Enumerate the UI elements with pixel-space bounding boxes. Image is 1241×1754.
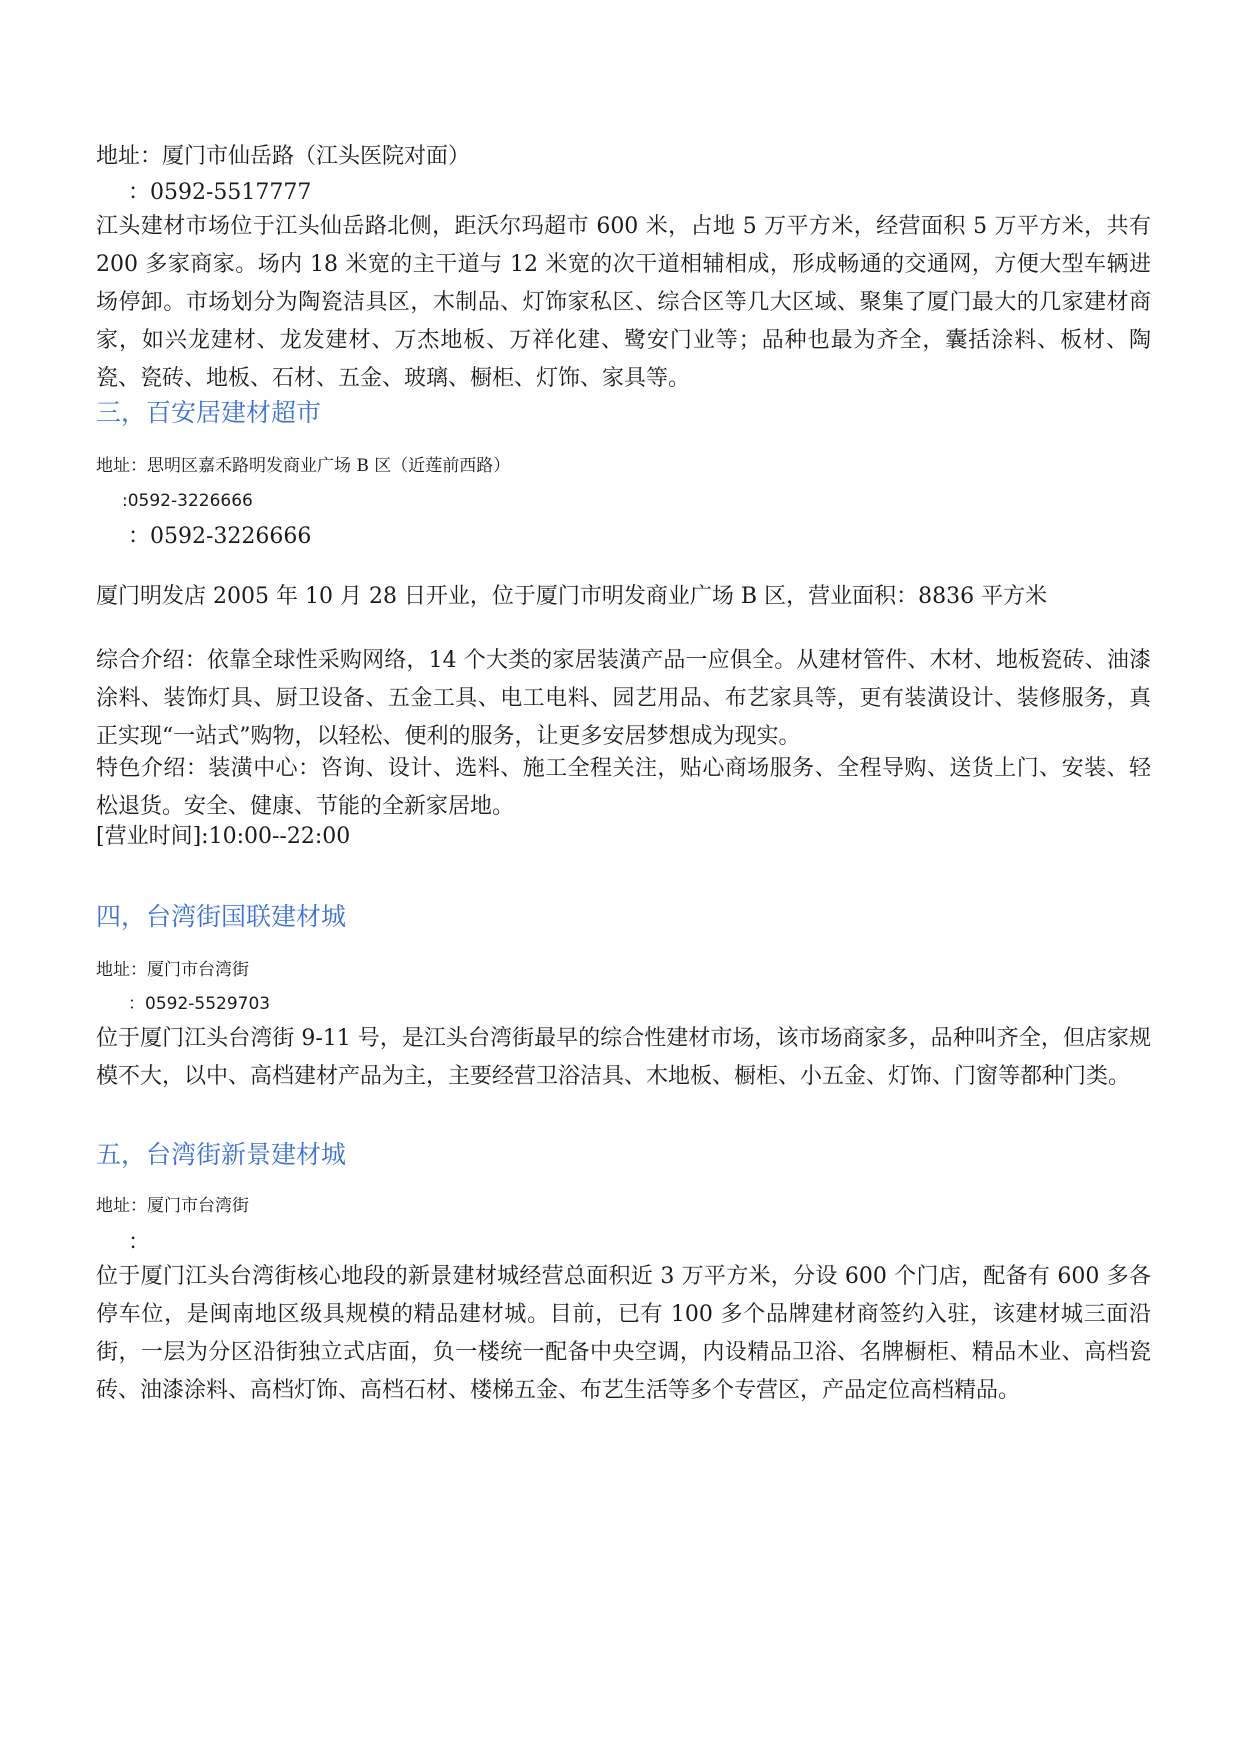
section2-phone: ：0592-5517777 [128,180,312,205]
section4-address: 地址：厦门市台湾街 [96,960,249,980]
section3-phone: ：0592-3226666 [128,524,312,549]
section2-description: 江头建材市场位于江头仙岳路北侧，距沃尔玛超市 600 米，占地 5 万平方米，经营面积 5 万平方米，共有 200 多家商家。场内 18 米宽的主干道与 12 米宽的次干道相辅相成，形成畅通的交通网，方便大型车辆进场停卸。市场划分为陶瓷洁具区，木制品、灯饰家私区、综合区等几大区域、聚集了厦门最大的几家建材商家，如兴龙建材、龙发建材、万杰地板、万祥化建、鹭安门业等；品种也最为齐全，囊括涂料、板材、陶瓷、瓷砖、地板、石材、五金、玻璃、橱柜、灯饰、家具等。 [96,214,1151,391]
section4-description: 位于厦门江头台湾街 9-11 号，是江头台湾街最早的综合性建材市场，该市场商家多，品种叫齐全，但店家规模不大，以中、高档建材产品为主，主要经营卫浴洁具、木地板、橱柜、小五金、灯饰、门窗等都种门类。 [96,1026,1151,1089]
section3-heading: 三，百安居建材超市 [96,398,322,427]
section3-intro: 综合介绍：依靠全球性采购网络，14 个大类的家居装潢产品一应俱全。从建材管件、木材、地板瓷砖、油漆涂料、装饰灯具、厨卫设备、五金工具、电工电料、园艺用品、布艺家具等，更有装潢设计、装修服务，真正实现“一站式”购物，以轻松、便利的服务，让更多安居梦想成为现实。 [96,648,1151,749]
section3-store-info: 厦门明发店 2005 年 10 月 28 日开业，位于厦门市明发商业广场 B 区，营业面积：8836 平方米 [96,584,1048,609]
section3-hours: [营业时间]:10:00--22:00 [96,824,351,849]
section3-address: 地址：思明区嘉禾路明发商业广场 B 区（近莲前西路） [96,456,511,476]
section3-features: 特色介绍：装潢中心：咨询、设计、选料、施工全程关注，贴心商场服务、全程导购、送货上门、安装、轻松退货。安全、健康、节能的全新家居地。 [96,756,1151,819]
section5-heading: 五，台湾街新景建材城 [96,1140,347,1169]
section3-phone-small: :0592-3226666 [122,491,253,511]
section5-description: 位于厦门江头台湾街核心地段的新景建材城经营总面积近 3 万平方米，分设 600 个门店，配备有 600 多各停车位，是闽南地区级具规模的精品建材城。目前，已有 100 多个品牌建材商签约入驻，该建材城三面沿街，一层为分区沿街独立式店面，负一楼统一配备中央空调，内设精品卫浴、名牌橱柜、精品木业、高档瓷砖、油漆涂料、高档灯饰、高档石材、楼梯五金、布艺生活等多个专营区，产品定位高档精品。 [96,1264,1151,1403]
section5-phone: ： [128,1230,151,1255]
section4-heading: 四，台湾街国联建材城 [96,902,347,931]
section4-phone: ：0592-5529703 [128,994,271,1014]
section2-address: 地址：厦门市仙岳路（江头医院对面） [96,144,471,169]
section5-address: 地址：厦门市台湾街 [96,1196,249,1216]
